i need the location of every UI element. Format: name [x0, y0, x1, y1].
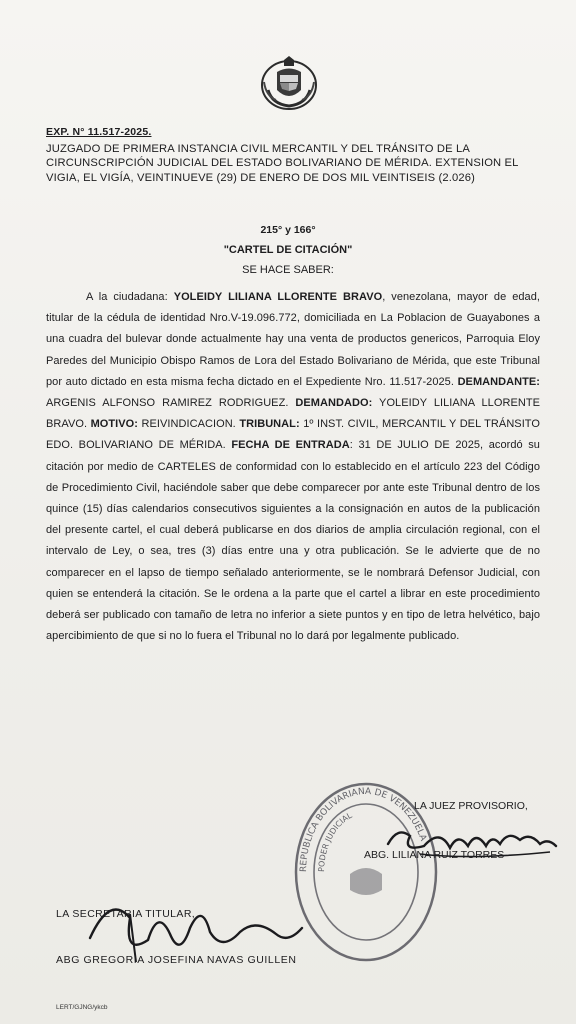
demandado-value: YOLEIDY LILIANA LLORENTE BRAVO.: [46, 397, 540, 431]
secretaria-name: ABG GREGORIA JOSEFINA NAVAS GUILLEN: [56, 954, 297, 966]
document-title: "CARTEL DE CITACIÓN": [223, 244, 353, 256]
citada-name: YOLEIDY LILIANA LLORENTE BRAVO: [173, 291, 383, 303]
body-intro: A la ciudadana:: [86, 291, 174, 303]
demandado-label: DEMANDADO:: [295, 397, 373, 410]
motivo-label: MOTIVO:: [90, 418, 138, 431]
notice-body: [46, 287, 540, 647]
stamp-inner-text: PODER JUDICIAL: [316, 810, 354, 873]
footer-reference-code: LERT/GJNG/ykcb: [56, 1004, 108, 1011]
court-header: JUZGADO DE PRIMERA INSTANCIA CIVIL MERCANTIL Y DEL TRÁNSITO DE LA CIRCUNSCRIPCIÓN JUDICIAL DEL ESTADO BOLIVARIANO DE MÉRIDA. EXTENSION EL VIGIA, EL VIGÍA, VEINTINUEVE (29) DE ENERO DE DOS MIL VEINTISEIS (2.026): [46, 143, 519, 184]
expediente-number: EXP. N° 11.517-2025.: [46, 126, 152, 138]
coat-of-arms-seal: [258, 52, 320, 114]
dates-line: 215° y 166°: [260, 224, 316, 236]
tribunal-label: TRIBUNAL:: [239, 418, 300, 431]
motivo-value: REIVINDICACION.: [138, 418, 240, 431]
demandante-value: ARGENIS ALFONSO RAMIREZ RODRIGUEZ.: [46, 397, 296, 410]
body-closing: acordó su citación por medio de CARTELES de conformidad con lo establecido en el artículo 223 del Código de Procedimiento Civil, haciéndole saber que debe comparecer por ante este Tribunal dentro de los quince (15) días calendarios consecutivos siguientes a la consignación en autos de la publicación del presente cartel, el cual deberá publicarse en dos diarios de amplia circulación regional, con el intervalo de Ley, o sea, tres (3) días entre una y otra publicación. Se le advierte que de no comparecer en el lapso de tiempo señalado anteriormente, se le nombrará Defensor Judicial, con quien se entenderá la citación. Se le ordena a la parte que el cartel a librar en este procedimiento deberá ser publicado con tamaño de letra no inferior a siete puntos y en tipo de letra helvético, bajo apercibimiento de que si no lo fuera el Tribunal no lo dará por legalmente publicado.: [46, 439, 540, 643]
stamp-outer-text: REPUBLICA BOLIVARIANA DE VENEZUELA: [298, 786, 428, 873]
juez-label: LA JUEZ PROVISORIO,: [414, 800, 528, 812]
tribunal-value: 1º INST. CIVIL, MERCANTIL Y DEL TRÁNSITO EDO. BOLIVARIANO DE MÉRIDA.: [46, 418, 540, 452]
demandante-label: DEMANDANTE:: [457, 375, 540, 388]
fecha-entrada-label: FECHA DE ENTRADA: [231, 439, 350, 452]
secretaria-label: LA SECRETARIA TITULAR,: [56, 908, 196, 920]
juez-name: ABG. LILIANA RUIZ TORRES: [364, 849, 505, 861]
body-after-name: , venezolana, mayor de edad, titular de la cédula de identidad Nro.V-19.096.772, domiciliada en La Poblacion de Guayabones a una cuadra del bulevar donde actualmente hay una venta de productos genericos, Parroquia Eloy Paredes del Municipio Obispo Ramos de Lora del Estado Bolivariano de Mérida, que este Tribunal por auto dictado en esta misma fecha dictado en el Expediente Nro. 11.517-2025.: [46, 291, 540, 388]
fecha-entrada-value: : 31 DE JULIO DE 2025,: [349, 439, 484, 452]
se-hace-saber-heading: SE HACE SABER:: [242, 264, 334, 276]
